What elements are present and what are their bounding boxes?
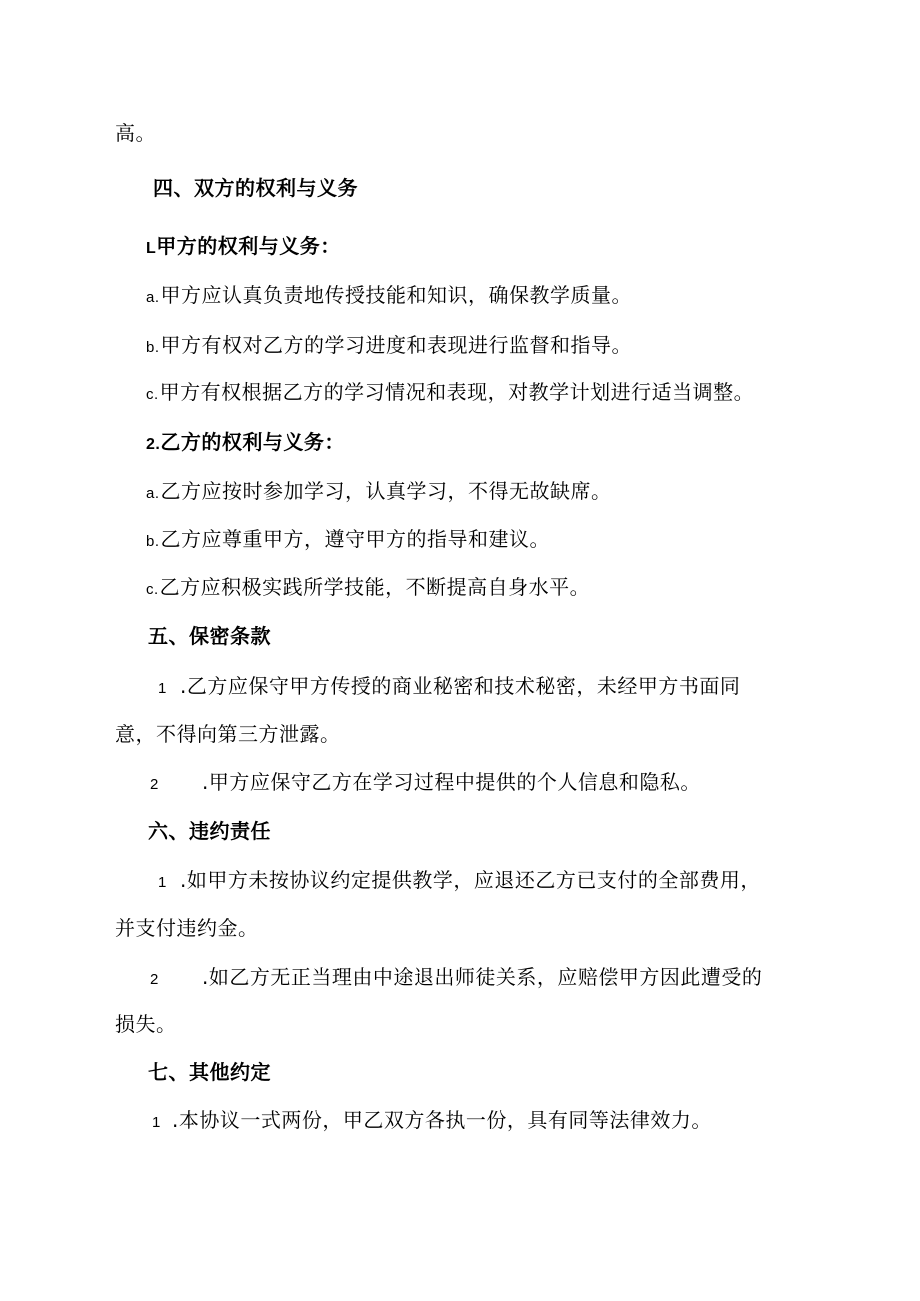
party-b-item-c: c.乙方应积极实践所学技能，不断提高自身水平。: [146, 575, 591, 599]
continuation-text: 高。: [115, 121, 156, 145]
party-a-item-c: c.甲方有权根据乙方的学习情况和表现，对教学计划进行适当调整。: [146, 380, 755, 404]
list-marker: c.: [146, 581, 159, 598]
party-b-heading: 2.乙方的权利与义务：: [146, 430, 345, 454]
section-6-item-1-line-2: 并支付违约金。: [115, 916, 259, 940]
section-5-item-1-line-2: 意，不得向第三方泄露。: [115, 722, 341, 746]
list-marker: b.: [146, 339, 160, 356]
item-number: 2: [150, 776, 159, 793]
item-number: 2: [150, 971, 159, 988]
party-b-item-b: b.乙方应尊重甲方，遵守甲方的指导和建议。: [146, 527, 551, 551]
list-marker: c.: [146, 386, 159, 403]
section-6-item-2-line-1: 2 .如乙方无正当理由中途退出师徒关系，应赔偿甲方因此遭受的: [150, 965, 763, 989]
party-a-item-a: a.甲方应认真负责地传授技能和知识，确保教学质量。: [146, 283, 633, 307]
party-a-item-b: b.甲方有权对乙方的学习进度和表现进行监督和指导。: [146, 333, 633, 357]
list-marker: L: [146, 240, 157, 257]
section-7-item-1: 1 .本协议一式两份，甲乙双方各执一份，具有同等法律效力。: [152, 1108, 712, 1132]
section-5-item-2: 2 .甲方应保守乙方在学习过程中提供的个人信息和隐私。: [150, 770, 701, 794]
item-number: 1: [158, 874, 167, 891]
section-7-heading: 七、其他约定: [148, 1060, 271, 1084]
section-4-heading: 四、双方的权利与义务: [153, 176, 358, 200]
section-5-heading: 五、保密条款: [148, 624, 271, 648]
list-marker: 2.: [146, 436, 161, 453]
item-number: 1: [152, 1114, 161, 1131]
section-6-item-1-line-1: 1 .如甲方未按协议约定提供教学，应退还乙方已支付的全部费用，: [158, 868, 761, 892]
section-6-heading: 六、违约责任: [148, 819, 271, 843]
party-b-item-a: a.乙方应按时参加学习，认真学习，不得无故缺席。: [146, 479, 612, 503]
item-number: 1: [158, 680, 167, 697]
section-5-item-1-line-1: 1 .乙方应保守甲方传授的商业秘密和技术秘密，未经甲方书面同: [158, 674, 741, 698]
list-marker: a.: [146, 485, 160, 502]
list-marker: a.: [146, 289, 160, 306]
party-a-heading: L甲方的权利与义务：: [146, 234, 341, 258]
section-6-item-2-line-2: 损失。: [115, 1012, 177, 1036]
list-marker: b.: [146, 533, 160, 550]
